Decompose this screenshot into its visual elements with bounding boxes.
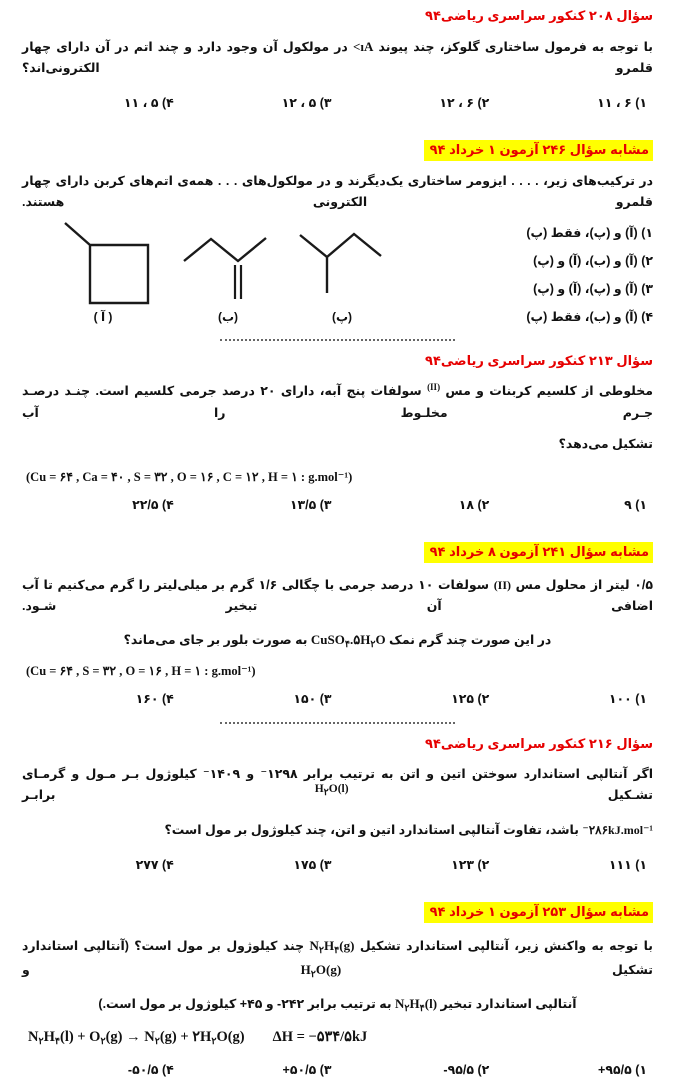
- q213-molar-masses: (Cu = ۶۴ , Ca = ۴۰ , S = ۳۲ , O = ۱۶ , C = ۱۲ , H = ۱ : g.mol⁻¹): [26, 470, 353, 484]
- q241-line2-pre: در این صورت چند گرم نمک: [389, 633, 552, 647]
- q241-question-post: سولفات ۱۰ درصد جرمی با چگالی ۱/۶ گرم بر میلی‌لیتر را گرم می‌کنیم تا آب اضافی آن تبخیر شـود.: [22, 578, 653, 613]
- structure-b-2-methyl-1-butene: [180, 219, 276, 324]
- q216-option-4: ۴) ۲۷۷: [135, 858, 174, 872]
- methylcyclobutane-icon: [44, 219, 162, 309]
- q253-line2-pre: آنتالپی استاندارد تبخیر: [440, 997, 577, 1011]
- q253-line1-mid: چند کیلوژول بر مول است؟ (آنتالپی استاندارد تشکیل: [22, 939, 653, 977]
- q246-structures: [22, 219, 408, 324]
- q213-question-line2: تشکیل می‌دهد؟: [558, 437, 653, 451]
- q253-options: [22, 1062, 653, 1077]
- q253-heading-wrap: [22, 902, 653, 923]
- q213-oxidation-state: (II): [427, 382, 441, 392]
- section-divider: [220, 722, 455, 724]
- q253-line2-post: به ترتیب برابر ۲۴۲- و ۴۵+ کیلوژول بر مول است.): [98, 997, 392, 1011]
- q216-line2-text: باشد، تفاوت آنتالپی استاندارد اتین و اتن، چند کیلوژول بر مول است؟: [164, 823, 579, 837]
- structure-a-label: ( آ ): [93, 310, 113, 324]
- q216-option-1: ۱) ۱۱۱: [608, 858, 647, 872]
- q213-options: [22, 497, 653, 512]
- hydrazine-gas-formula: $N_۲H_۴(g)$: [309, 938, 355, 956]
- structure-c-2-methylbutane: [294, 219, 390, 324]
- q208-question-pre: با توجه به فرمول ساختاری گلوکز، چند پیوند: [378, 40, 653, 54]
- q246-heading-wrap: [22, 140, 653, 161]
- q246-options: [438, 219, 653, 331]
- q253-question-line1: [22, 935, 653, 983]
- enthalpy-value-token: ⁻۲۸۶kJ.mol⁻¹: [582, 823, 653, 837]
- q213-question-pre: مخلوطی از کلسیم کربنات و مس: [445, 384, 654, 398]
- q246-heading: مشابه سؤال ۲۴۶ آزمون ۱ خرداد ۹۴: [424, 140, 653, 161]
- q241-oxidation-state: (II): [493, 578, 512, 592]
- q241-question-line2: [22, 629, 653, 653]
- q208-option-2: ۲) ۶ ، ۱۲: [439, 96, 490, 110]
- q208-heading: سؤال ۲۰۸ کنکور سراسری ریاضی۹۴: [425, 8, 653, 23]
- q216-heading: سؤال ۲۱۶ کنکور سراسری ریاضی۹۴: [425, 736, 653, 751]
- q213-heading: سؤال ۲۱۳ کنکور سراسری ریاضی۹۴: [425, 353, 653, 368]
- q241-heading: مشابه سؤال ۲۴۱ آزمون ۸ خرداد ۹۴: [424, 542, 653, 563]
- q253-question-line2: [22, 993, 653, 1017]
- q253-line1-pre: با توجه به واکنش زیر، آنتالپی استاندارد تشکیل: [359, 939, 653, 953]
- q253-heading: مشابه سؤال ۲۵۳ آزمون ۱ خرداد ۹۴: [424, 902, 653, 923]
- q241-heading-wrap: [22, 542, 653, 563]
- q208-option-4: ۴) ۵ ، ۱۱: [123, 96, 174, 110]
- q216-question-line2: [22, 820, 653, 841]
- q208-options: [22, 95, 653, 110]
- q216-question-text: اگر آنتالپی استاندارد سوختن اتین و اتن به ترتیب برابر ۱۲۹۸⁻ و ۱۴۰۹⁻ کیلوژول بـر مـول و گرمـای تشـکیل: [22, 767, 653, 802]
- q213-question-post: سولفات پنج آبه، دارای ۲۰ درصد جرمی کلسیم است. چنـد درصـد جـرم مخلـوط را آب: [22, 384, 653, 420]
- q253-option-3: ۳) ۵۰/۵+: [282, 1063, 332, 1077]
- q213-question-line1: [22, 381, 653, 424]
- structure-b-label: (ب): [217, 310, 239, 324]
- q246-option-1: ۱) (آ) و (پ)، فقط (پ): [526, 226, 653, 240]
- q208-option-1: ۱) ۶ ، ۱۱: [597, 96, 647, 110]
- q208-question-post: در مولکول آن وجود دارد و چند اتم در آن دارای چهار قلمرو الکترونی‌اند؟: [22, 40, 653, 75]
- q253-option-4: ۴) ۵۰/۵-: [127, 1063, 174, 1077]
- q216-question-line1: [22, 764, 653, 808]
- copper-sulfate-pentahydrate-formula: $CuSO_۴.۵H_۲O$: [310, 632, 386, 650]
- q241-option-1: ۱) ۱۰۰: [608, 692, 647, 706]
- q208-question: [22, 36, 653, 79]
- structure-a-methylcyclobutane: [44, 219, 162, 324]
- q246-option-3: ۳) (آ) و (پ)، (آ) و (پ): [533, 282, 653, 296]
- water-liquid-formula: $H_۲O(l)$: [314, 783, 349, 798]
- q246-body: [22, 219, 653, 331]
- q246-option-4: ۴) (آ) و (ب)، فقط (پ): [526, 310, 653, 324]
- q216-options: [22, 857, 653, 872]
- q213-option-3: ۳) ۱۳/۵: [289, 498, 332, 512]
- q208-bond-token: <ıA: [352, 39, 374, 54]
- delta-h-value: ΔH = −۵۳۴/۵kJ: [272, 1029, 368, 1045]
- structure-c-label: (پ): [331, 310, 353, 324]
- q216-option-3: ۳) ۱۷۵: [293, 858, 332, 872]
- q216-question-end: برابـر: [22, 788, 56, 802]
- q241-line2-post: به صورت بلور بر جای می‌ماند؟: [123, 633, 308, 647]
- q241-option-4: ۴) ۱۶۰: [135, 692, 174, 706]
- methylbutene-icon: [180, 219, 276, 309]
- section-divider: [220, 339, 455, 341]
- q241-molar-masses: (Cu = ۶۴ , S = ۳۲ , O = ۱۶ , H = ۱ : g.mol⁻¹): [26, 664, 256, 678]
- q216-option-2: ۲) ۱۲۳: [451, 858, 490, 872]
- q241-options: [22, 691, 653, 706]
- q213-option-1: ۱) ۹: [624, 498, 647, 512]
- water-gas-formula: $H_۲O(g)$: [300, 962, 342, 980]
- q241-option-2: ۲) ۱۲۵: [451, 692, 490, 706]
- hydrazine-liquid-formula: $N_۲H_۴(l)$: [395, 996, 438, 1014]
- methylbutane-icon: [294, 219, 390, 309]
- q241-question-pre: ۰/۵ لیتر از محلول مس: [515, 578, 653, 592]
- q246-option-2: ۲) (آ) و (ب)، (آ) و (پ): [533, 254, 653, 268]
- q253-option-2: ۲) ۹۵/۵-: [443, 1063, 490, 1077]
- q241-option-3: ۳) ۱۵۰: [293, 692, 332, 706]
- q246-question: در ترکیب‌های زیر، . . . . ایزومر ساختاری یک‌دیگرند و در مولکول‌های . . . همه‌ی اتم‌های کربن دارای چهار قلمرو الکترونی هستند.: [22, 174, 653, 209]
- combustion-equation: $N_۲H_۴(l) + O_۲(g) \to N_۲(g)$ + $۲H_۲O(g) \Delta H$ = −۵۳۴/۵kJ: [28, 1029, 368, 1047]
- q213-option-2: ۲) ۱۸: [458, 498, 490, 512]
- q213-option-4: ۴) ۲۲/۵: [132, 498, 174, 512]
- q208-option-3: ۳) ۵ ، ۱۲: [281, 96, 332, 110]
- q241-question-line1: [22, 575, 653, 617]
- q253-option-1: ۱) ۹۵/۵+: [598, 1063, 647, 1077]
- q253-line1-end: و: [22, 963, 30, 977]
